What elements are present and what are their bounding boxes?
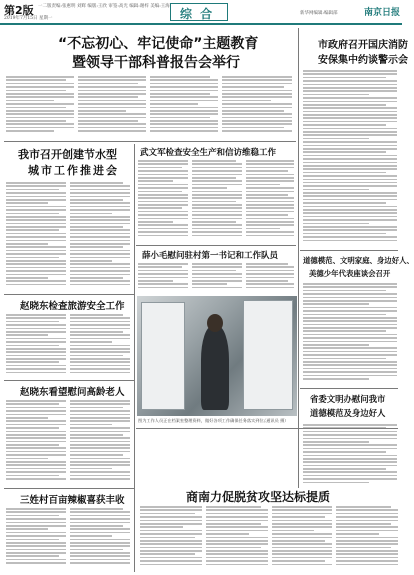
worker-figure [201,326,229,410]
right-column-rule [298,28,299,488]
tourism-body-col2 [70,314,130,378]
lead-bottom-rule [4,141,296,142]
elderly-body-col1 [6,400,66,486]
lead-title-line1: “不忘初心、牢记使命”主题教育 [58,36,259,52]
poverty-top-rule [136,428,398,429]
page-number: 第2版 [4,4,34,17]
news-photo [137,296,297,416]
section-title: 综 合 [180,7,215,21]
elderly-top-rule [4,380,134,381]
photo-credit: （通讯员 摄） [262,418,289,423]
masthead [0,0,402,24]
good-people-body [303,283,397,383]
village-body-col1 [138,263,188,293]
right-meta: 新华网编辑:编辑部 [300,11,338,16]
paper-name: 南京日报 [364,8,401,18]
poverty-body-col4 [336,506,398,572]
water-body-col1 [6,182,66,290]
village-body-col2 [192,263,242,293]
elderly-title: 赵晓东看望慰问高龄老人 [20,387,125,398]
civil-top-rule [300,388,398,389]
poverty-body-col3 [272,506,332,572]
civil-body [303,424,397,486]
lead-title-line2: 暨领导干部科普报告会举行 [72,55,240,71]
safety-title: 武文军检查安全生产和信访维稳工作 [140,148,277,158]
lead-body-col1 [6,76,74,138]
good-people-top-rule [300,250,398,251]
middle-vertical-rule [134,144,135,294]
poverty-body-col2 [206,506,268,572]
village-body-col3 [246,263,294,293]
village-top-rule [136,245,296,246]
tourism-title: 赵晓东检查旅游安全工作 [20,301,125,312]
village-title: 薛小毛慰问驻村第一书记和工作队员 [142,251,279,261]
pepper-title: 三姓村百亩辣椒喜获丰收 [20,495,125,506]
civil-title-line1: 省委文明办慰问我市 [310,394,386,404]
tourism-top-rule [4,294,134,295]
photo-caption: 图为工作人员正在档案室整理资料，做好各项工作确保任务落实到位。 [138,418,268,423]
masthead-rule [0,23,402,25]
lead-body-col2 [78,76,146,138]
civil-title-line2: 道德模范及身边好人 [310,408,386,418]
right-top-title-line1: 市政府召开国庆消防 [318,40,408,51]
water-body-col2 [70,182,130,290]
water-title-line1: 我市召开创建节水型 [18,148,117,161]
good-people-title-line1: 道德模范、文明家庭、身边好人、 [303,256,414,265]
worker-head [207,314,223,332]
water-title-line2: 城市工作推进会 [28,164,119,177]
safety-body-col1 [138,160,188,242]
poverty-title: 商南力促脱贫攻坚达标提质 [186,490,331,504]
top-links: 一二版责编:张惠明 刘辉 编版:王欣 审签:高光 编辑:谢梓 美编:王海 [38,4,170,9]
lead-body-col3 [150,76,218,138]
date-line: 2019年7月15日 星期一 [4,16,53,21]
pepper-body-col2 [70,508,130,572]
lead-body-col4 [222,76,292,138]
elderly-body-col2 [70,400,130,486]
archive-shelf [141,302,185,410]
safety-body-col2 [192,160,242,242]
right-top-body [303,70,397,248]
safety-body-col3 [246,160,294,242]
good-people-title-line2: 美德少年代表座谈会召开 [309,269,391,278]
pepper-body-col1 [6,508,66,572]
pepper-top-rule [4,488,134,489]
right-top-title-line2: 安保集中约谈警示会 [318,55,408,66]
tourism-body-col1 [6,314,66,378]
archive-shelf [243,300,293,410]
poverty-body-col1 [140,506,202,572]
left-column-rule [134,294,135,572]
